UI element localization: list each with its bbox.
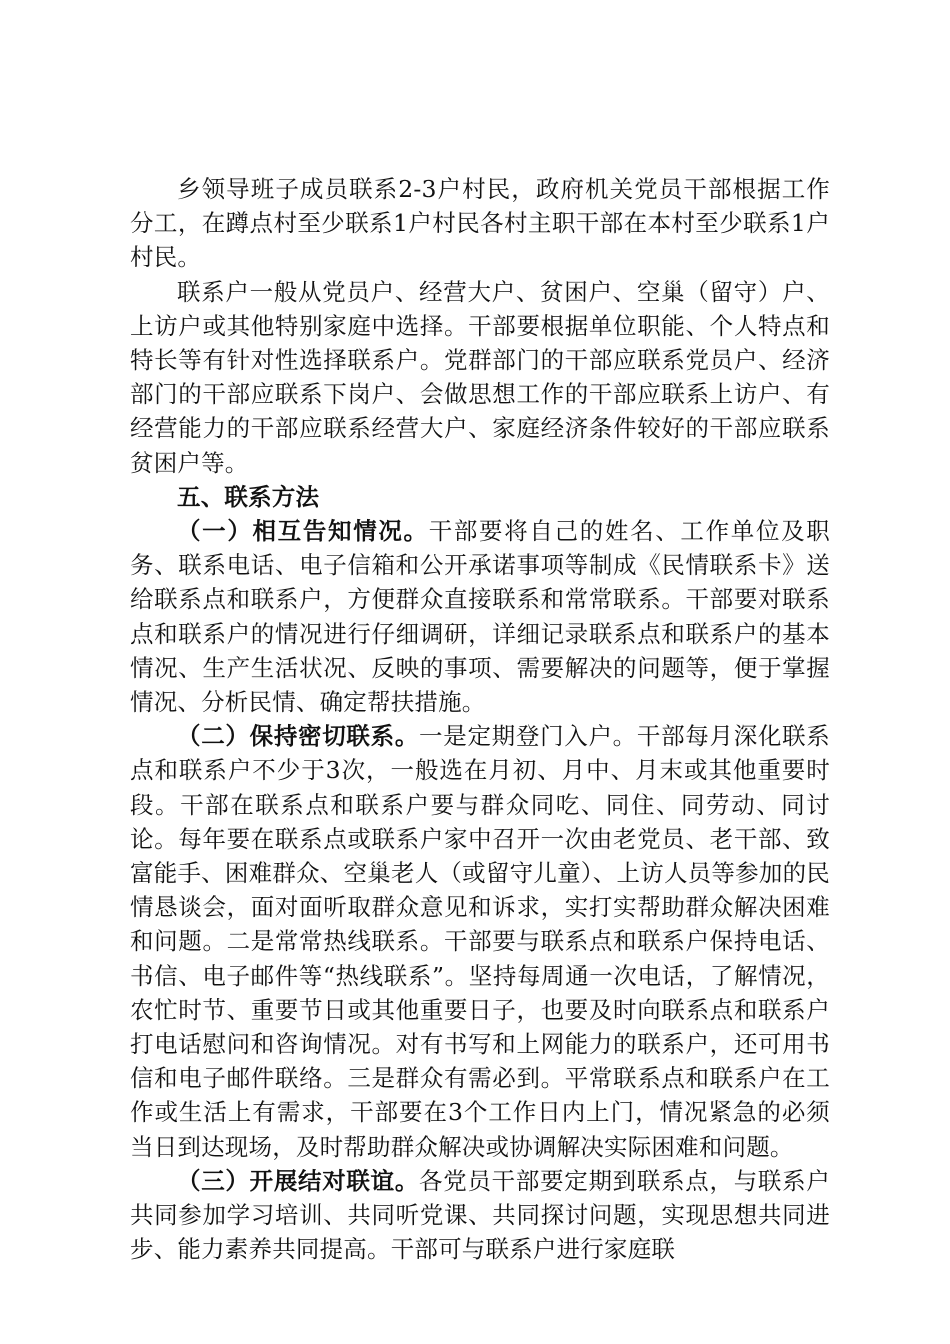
paragraph-pairing-friendship: [130, 1164, 830, 1267]
paragraph-mutual-information: [130, 514, 830, 719]
document-body: [130, 172, 830, 1267]
paragraph-text: 各党员干部要定期到联系点，与联系户共同参加学习培训、共同听党课、共同探讨问题，实现思想共同进步、能力素养共同提高。干部可与联系户进行家庭联: [130, 1166, 831, 1264]
paragraph-household-selection: [130, 275, 830, 480]
paragraph-lead: （二）保持密切联系。: [177, 722, 420, 751]
paragraph-text: 联系户一般从党员户、经营大户、贫困户、空巢（留守）户、上访户或其他特别家庭中选择。干部要根据单位职能、个人特点和特长等有针对性选择联系户。党群部门的干部应联系党员户、经济部门的干部应联系下岗户、会做思想工作的干部应联系上访户、有经营能力的干部应联系经营大户、家庭经济条件较好的干部应联系贫困户等。: [130, 277, 830, 477]
paragraph-lead: （三）开展结对联谊。: [177, 1166, 420, 1195]
paragraph-close-contact: [130, 719, 830, 1164]
paragraph-text: 乡领导班子成员联系2-3户村民，政府机关党员干部根据工作分工，在蹲点村至少联系1户村民各村主职干部在本村至少联系1户村民。: [130, 175, 830, 272]
paragraph-text: 干部要将自己的姓名、工作单位及职务、联系电话、电子信箱和公开承诺事项等制成《民情联系卡》送给联系点和联系户，方便群众直接联系和常常联系。干部要对联系点和联系户的情况进行仔细调研，详细记录联系点和联系户的基本情况、生产生活状况、反映的事项、需要解决的问题等，便于掌握情况、分析民情、确定帮扶措施。: [130, 517, 830, 717]
paragraph-cadre-contact-quota: [130, 172, 830, 275]
section-heading-contact-methods: [130, 480, 830, 514]
paragraph-text: 一是定期登门入户。干部每月深化联系点和联系户不少于3次，一般选在月初、月中、月末或其他重要时段。干部在联系点和联系户要与群众同吃、同住、同劳动、同讨论。每年要在联系点或联系户家中召开一次由老党员、老干部、致富能手、困难群众、空巢老人（或留守儿童）、上访人员等参加的民情恳谈会，面对面听取群众意见和诉求，实打实帮助群众解决困难和问题。二是常常热线联系。干部要与联系点和联系户保持电话、书信、电子邮件等“热线联系”。坚持每周通一次电话，了解情况，农忙时节、重要节日或其他重要日子，也要及时向联系点和联系户打电话慰问和咨询情况。对有书写和上网能力的联系户，还可用书信和电子邮件联络。三是群众有需必到。平常联系点和联系户在工作或生活上有需求，干部要在3个工作日内上门，情况紧急的必须当日到达现场，及时帮助群众解决或协调解决实际困难和问题。: [130, 722, 831, 1161]
section-heading-text: 五、联系方法: [177, 482, 320, 511]
paragraph-lead: （一）相互告知情况。: [177, 517, 429, 546]
